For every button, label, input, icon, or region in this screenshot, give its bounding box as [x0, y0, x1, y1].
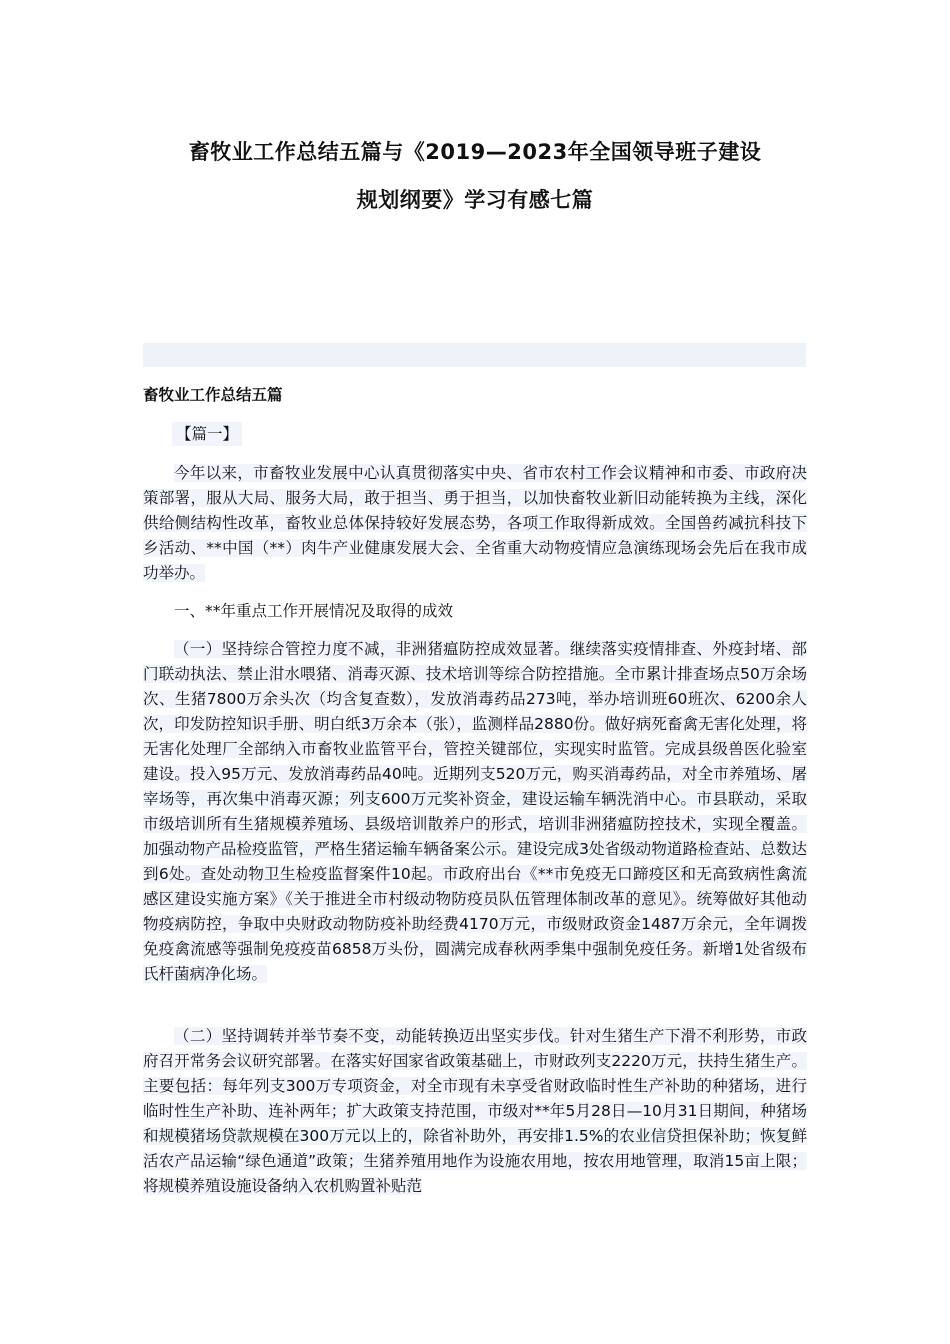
document-title-line-2: 规划纲要》学习有感七篇 [356, 188, 594, 212]
section-heading: 畜牧业工作总结五篇 [143, 386, 283, 404]
paragraph-item-1-text: （一）坚持综合管控力度不减，非洲猪瘟防控成效显著。继续落实疫情排查、外疫封堵、部门联动执法、禁止泔水喂猪、消毒灭源、技术培训等综合防控措施。全市累计排查场点50万余场次、生猪7800万余头次（均含复查数），发放消毒药品273吨，举办培训班60班次、6200余人次，印发防控知识手册、明白纸3万余本（张），监测样品2880份。做好病死畜禽无害化处理，将无害化处理厂全部纳入市畜牧业监管平台，管控关键部位，实现实时监管。完成县级兽医化验室建设。投入95万元、发放消毒药品40吨。近期列支520万元，购买消毒药品，对全市养殖场、屠宰场等，再次集中消毒灭源；列支600万元奖补资金，建设运输车辆洗消中心。市县联动，采取市级培训所有生猪规模养殖场、县级培训散养户的形式，培训非洲猪瘟防控技术，实现全覆盖。加强动物产品检疫监管，严格生猪运输车辆备案公示。建设完成3处省级动物道路检查站、总数达到6处。查处动物卫生检疫监督案件10起。市政府出台《**市免疫无口蹄疫区和无高致病性禽流感区建设实施方案》《关于推进全市村级动物防疫员队伍管理体制改革的意见》。统筹做好其他动物疫病防控，争取中央财政动物防疫补助经费4170万元，市级财政资金1487万余元，全年调拨免疫禽流感等强制免疫疫苗6858万头份，圆满完成春秋两季集中强制免疫任务。新增1处省级布氏杆菌病净化场。 [143, 640, 807, 983]
paragraph-intro-text: 今年以来，市畜牧业发展中心认真贯彻落实中央、省市农村工作会议精神和市委、市政府决策部署，服从大局、服务大局，敢于担当、勇于担当，以加快畜牧业新旧动能转换为主线，深化供给侧结构性改革，畜牧业总体保持较好发展态势，各项工作取得新成效。全国兽药减抗科技下乡活动、**中国（**）肉牛产业健康发展大会、全省重大动物疫情应急演练现场会先后在我市成功举办。 [143, 464, 807, 582]
document-title-line-1: 畜牧业工作总结五篇与《2019—2023年全国领导班子建设 [188, 140, 762, 164]
chapter-label: 【篇一】 [172, 422, 242, 446]
paragraph-heading-1: 一、**年重点工作开展情况及取得的成效 [174, 602, 454, 620]
paragraph-item-2-text: （二）坚持调转并举节奏不变，动能转换迈出坚实步伐。针对生猪生产下滑不利形势，市政府召开常务会议研究部署。在落实好国家省政策基础上，市财政列支2220万元，扶持生猪生产。主要包括：每年列支300万专项资金，对全市现有未享受省财政临时性生产补助的种猪场，进行临时性生产补助、连补两年；扩大政策支持范围，市级对**年5月28日—10月31日期间，种猪场和规模猪场贷款规模在300万元以上的，除省补助外，再安排1.5%的农业信贷担保补助；恢复鲜活农产品运输“绿色通道”政策；生猪养殖用地作为设施农用地，按农用地管理，取消15亩上限；将规模养殖设施设备纳入农机购置补贴范 [143, 1027, 807, 1195]
paragraph-item-1 [143, 637, 807, 987]
paragraph-intro [143, 461, 807, 586]
section-divider-band [143, 343, 806, 367]
paragraph-item-2 [143, 1024, 807, 1199]
